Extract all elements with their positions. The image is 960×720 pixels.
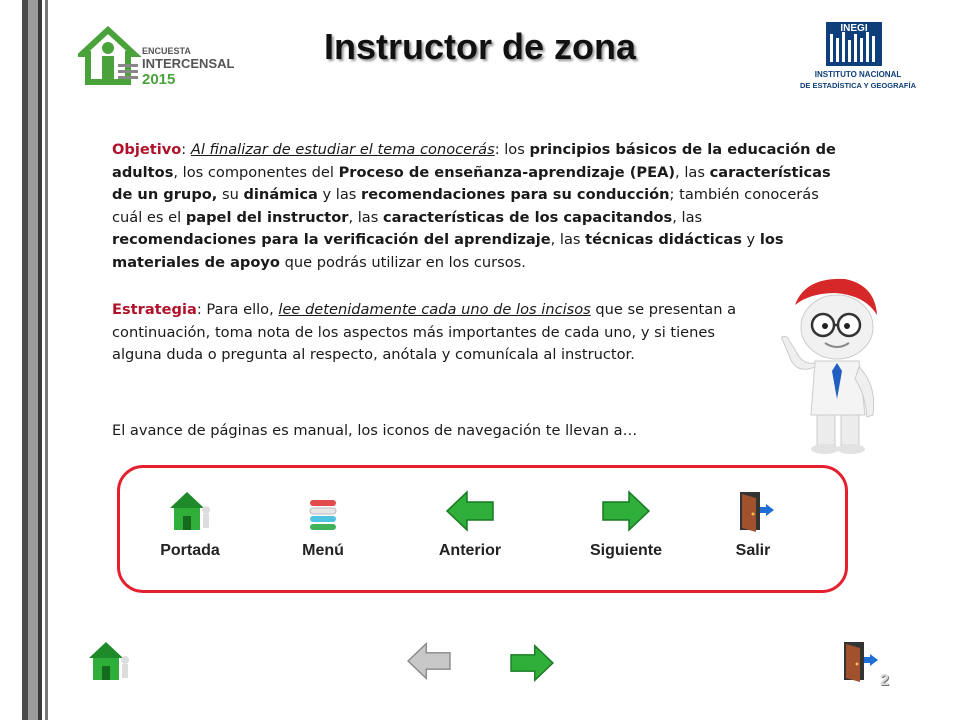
logo-left-line2: INTERCENSAL — [142, 56, 235, 71]
objetivo-bold-8: recomendaciones para la verificación del aprendizaje — [112, 231, 551, 249]
inegi-name: INEGI — [840, 23, 868, 34]
inegi-logo — [796, 20, 920, 92]
objetivo-bold-9: técnicas didácticas — [585, 231, 742, 249]
menu-label: Menú — [302, 542, 344, 559]
objetivo-text-2: , los componentes del — [173, 163, 339, 181]
inegi-line2: DE ESTADÍSTICA Y GEOGRAFÍA — [800, 81, 916, 90]
home-icon — [167, 488, 213, 534]
bottom-previous-arrow-icon[interactable] — [403, 640, 455, 682]
objetivo-label: Objetivo — [112, 141, 182, 158]
menu-stack-icon — [300, 488, 346, 534]
bottom-home-icon[interactable] — [84, 638, 134, 684]
page-number: 2 — [880, 672, 889, 689]
logo-left-line3: 2015 — [142, 71, 176, 88]
nav-portada[interactable] — [140, 488, 240, 560]
objetivo-text-9: , las — [550, 231, 586, 249]
nav-anterior[interactable] — [420, 488, 520, 560]
objetivo-bold-6: papel del instructor — [185, 208, 349, 226]
bottom-exit-door-icon[interactable] — [834, 638, 880, 684]
objetivo-text-6: ; también conocerás cuál es el — [112, 186, 819, 226]
nav-menu[interactable] — [273, 488, 373, 560]
objetivo-bold-7: características de los capacitandos — [382, 208, 673, 226]
objetivo-text-10: y — [741, 231, 760, 249]
objetivo-text-5: y las — [317, 186, 362, 204]
estrategia-paragraph — [112, 299, 762, 367]
objetivo-text-3: , las — [675, 163, 710, 181]
nav-salir[interactable] — [703, 488, 803, 560]
logo-left-line1: ENCUESTA — [142, 46, 191, 56]
siguiente-label: Siguiente — [589, 542, 662, 559]
instructor-character-illustration — [775, 275, 885, 455]
decorative-side-bars — [0, 0, 60, 720]
anterior-label: Anterior — [438, 542, 502, 559]
estrategia-text-1: : Para ello, — [196, 301, 279, 318]
objetivo-text-8: , las — [672, 208, 703, 226]
inegi-line1: INSTITUTO NACIONAL — [814, 70, 902, 79]
exit-door-icon — [730, 488, 776, 534]
nav-siguiente[interactable] — [576, 488, 676, 560]
objetivo-bold-10: los materiales de apoyo — [112, 231, 784, 271]
estrategia-underlined: lee detenidamente cada uno de los incisos — [278, 301, 591, 318]
encuesta-intercensal-logo — [78, 24, 253, 88]
navigation-legend-box — [117, 465, 848, 593]
salir-label: Salir — [735, 542, 771, 559]
objetivo-text-11: que podrás utilizar en los cursos. — [279, 253, 526, 271]
avance-text: El avance de páginas es manual, los iconos de navegación te llevan a… — [112, 422, 638, 439]
objetivo-text-1: : los — [494, 141, 530, 158]
objetivo-bold-1: principios básicos de la educación de adultos — [112, 141, 836, 181]
objetivo-bold-2: Proceso de enseñanza-aprendizaje (PEA) — [338, 163, 676, 181]
portada-label: Portada — [160, 542, 220, 559]
page-title: Instructor de zona — [323, 26, 637, 67]
objetivo-text-7: , las — [348, 208, 383, 226]
objetivo-colon: : — [181, 141, 191, 158]
objetivo-intro: Al finalizar de estudiar el tema conocerás — [190, 141, 495, 158]
objetivo-paragraph — [112, 139, 847, 275]
arrow-right-icon — [601, 488, 651, 534]
objetivo-bold-4: dinámica — [243, 186, 318, 204]
objetivo-bold-3: características de un grupo, — [112, 163, 831, 204]
bottom-next-arrow-icon[interactable] — [506, 642, 558, 684]
objetivo-bold-5: recomendaciones para su conducción — [361, 186, 670, 204]
estrategia-text-2: que se presentan a continuación, toma nota de los aspectos más importantes de cada uno, y si tienes alguna duda o pregunta al respecto, anótala y comunícala al instructor. — [112, 301, 737, 364]
arrow-left-icon — [445, 488, 495, 534]
estrategia-label: Estrategia — [112, 301, 197, 318]
objetivo-text-4: su — [217, 186, 244, 204]
